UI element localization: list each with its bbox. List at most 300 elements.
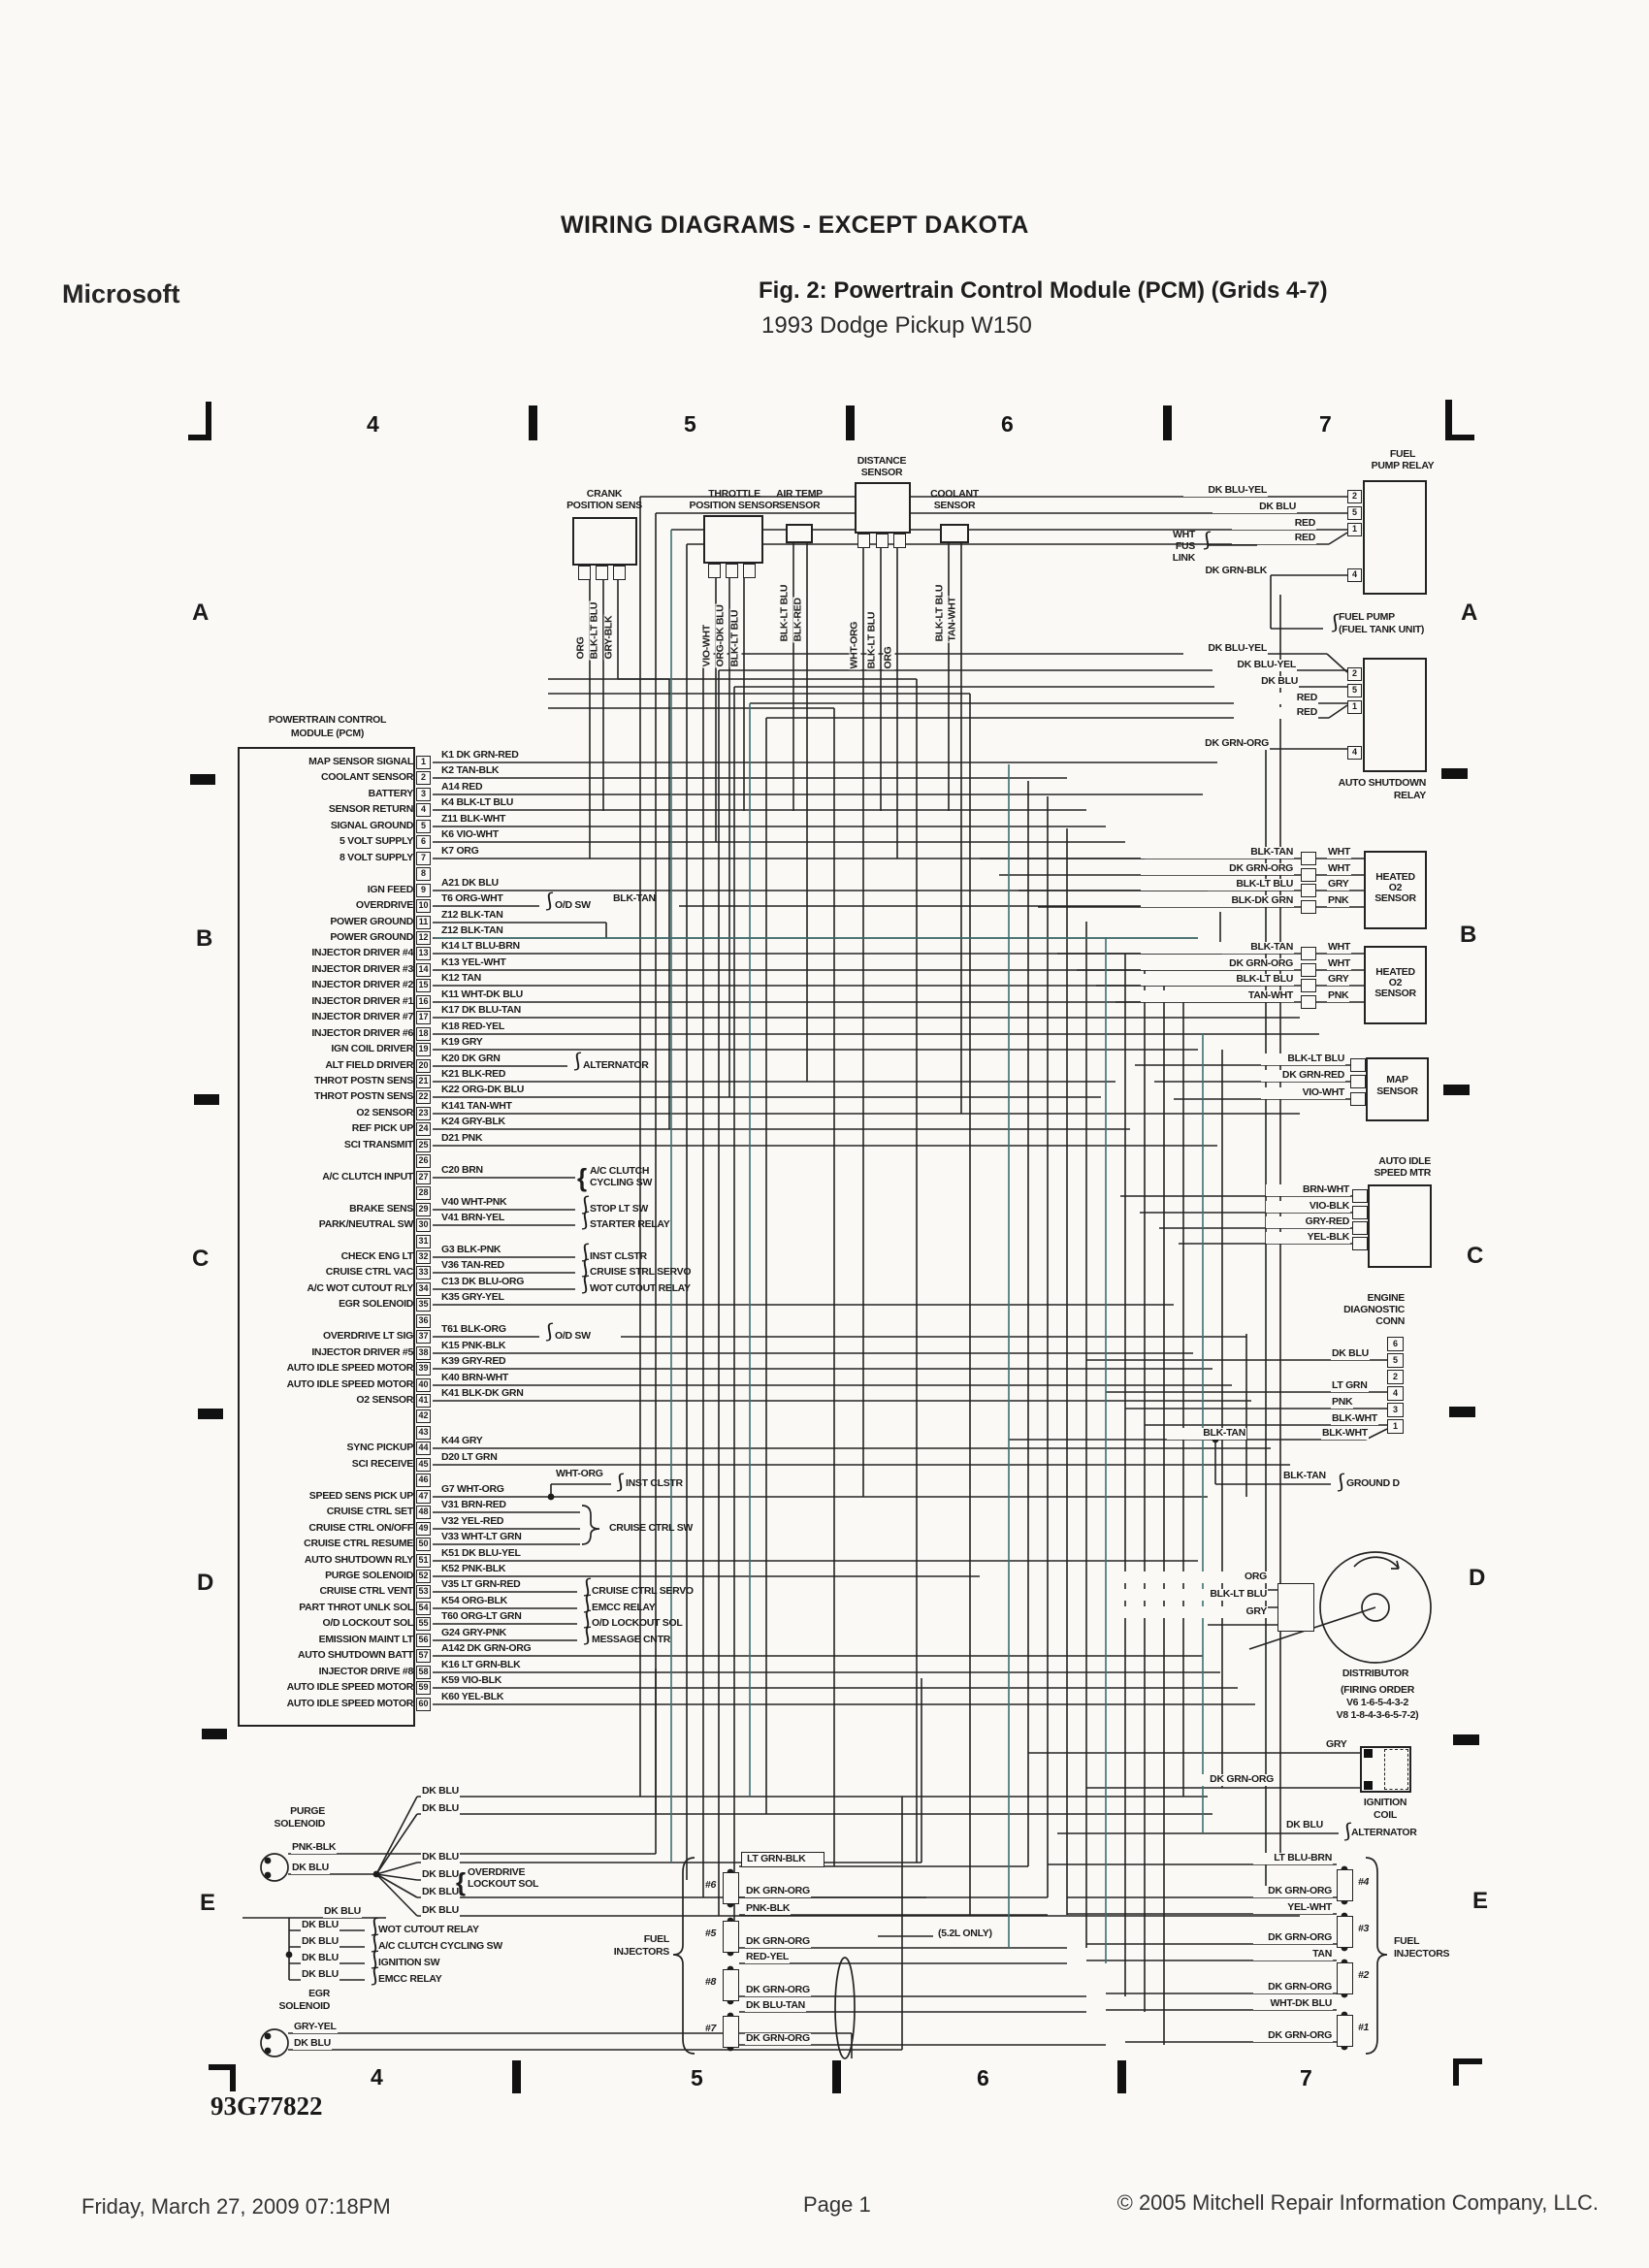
pcm-wire-code: K2 TAN-BLK (441, 764, 500, 776)
heated-o2-wire-left: DK GRN-ORG (1141, 958, 1294, 970)
heated-o2-wire-left: DK GRN-ORG (1141, 863, 1294, 875)
pcm-wire-code: K24 GRY-BLK (441, 1116, 505, 1127)
pcm-pin-22: 22 (416, 1090, 431, 1104)
pcm-wire-code: G3 BLK-PNK (441, 1244, 501, 1255)
pcm-target-label: CRUISE CTRL SERVO (592, 1585, 694, 1597)
diagram-id: 93G77822 (210, 2091, 323, 2121)
pcm-pin-33: 33 (416, 1266, 431, 1280)
pcm-pin-name: 8 VOLT SUPPLY (339, 852, 413, 863)
engine-diag-conn-pin: 5 (1387, 1353, 1404, 1368)
dk-blu-wire: DK BLU (422, 1904, 459, 1916)
pcm-pin-34: 34 (416, 1282, 431, 1296)
air-temp-sensor-label: AIR TEMP (776, 488, 823, 500)
pcm-wire-code: V41 BRN-YEL (441, 1212, 504, 1223)
pcm-wire-code: V32 YEL-RED (441, 1515, 504, 1527)
dk-blu-wire: DK BLU (422, 1802, 459, 1814)
fan-hook-icon: ⎰ (367, 1918, 383, 1936)
corner-mark (1445, 435, 1474, 440)
pcm-wire-code: K41 BLK-DK GRN (441, 1387, 524, 1399)
egr-solenoid-title: EGR (308, 1988, 330, 1999)
distance-sensor-wire: BLK-LT BLU (865, 611, 878, 669)
engine-diag-conn-title: CONN (1375, 1315, 1405, 1327)
heated-o2-sensor-title: O2 (1388, 882, 1403, 893)
pcm-pin-14: 14 (416, 963, 431, 977)
figure-title: Fig. 2: Powertrain Control Module (PCM) (Grids 4-7) (759, 277, 1328, 304)
auto-idle-speed-motor-title: AUTO IDLE (1378, 1155, 1431, 1167)
pcm-pin-5: 5 (416, 820, 431, 833)
ignition-coil-wire: DK GRN-ORG (1195, 1774, 1275, 1786)
pcm-wire-code: K40 BRN-WHT (441, 1372, 509, 1383)
injector-wire: LT BLU-BRN (1253, 1853, 1333, 1864)
footer-copyright: © 2005 Mitchell Repair Information Company, LLC. (1116, 2190, 1599, 2215)
corner-mark (1453, 2058, 1482, 2064)
pcm-pin-44: 44 (416, 1442, 431, 1455)
pcm-pin-name: O/D LOCKOUT SOL (322, 1617, 413, 1629)
dk-blu-wire: DK BLU (422, 1886, 459, 1897)
pcm-wire-code: K22 ORG-DK BLU (441, 1084, 525, 1095)
distributor-firing-order: (FIRING ORDER (1340, 1684, 1414, 1696)
pcm-target-label: A/C CLUTCH (590, 1165, 650, 1177)
pcm-pin-name: OVERDRIVE (355, 899, 413, 911)
distributor-connector (1277, 1583, 1314, 1632)
engine-diag-wire: LT GRN (1332, 1379, 1368, 1391)
fusible-link-label: WHT (1172, 529, 1195, 540)
pcm-wire-code: K15 PNK-BLK (441, 1340, 506, 1351)
margin-dash (202, 1729, 227, 1739)
corner-mark (230, 2064, 236, 2091)
fuel-pump-relay-wire: RED (1232, 518, 1316, 530)
engine-diag-wire-blk-tan: BLK-TAN (1167, 1428, 1246, 1440)
target-hook-icon: ⎰ (579, 1595, 596, 1613)
injector-wire: DK GRN-ORG (1253, 1932, 1333, 1944)
grid-letter-left: D (197, 1570, 214, 1596)
footer-date: Friday, March 27, 2009 07:18PM (81, 2194, 391, 2219)
grid-number-top: 5 (684, 411, 696, 437)
fuel-pump-relay-wire: DK GRN-BLK (1183, 566, 1268, 577)
pcm-pin-9: 9 (416, 884, 431, 897)
pcm-pin-40: 40 (416, 1378, 431, 1392)
pcm-pin-30: 30 (416, 1218, 431, 1232)
pcm-wire-code: C13 DK BLU-ORG (441, 1276, 525, 1287)
pcm-wire-code: Z12 BLK-TAN (441, 909, 503, 921)
crank-position-sensor-label: POSITION SENS (566, 500, 642, 511)
pcm-wire-code: K18 RED-YEL (441, 1021, 504, 1032)
pcm-pin-46: 46 (416, 1474, 431, 1487)
purge-solenoid-title: PURGE (290, 1805, 325, 1817)
fan-hook-icon: ⎰ (367, 1951, 383, 1969)
fuel-pump-relay-box (1363, 480, 1427, 595)
fuel-pump-relay-pin: 5 (1347, 506, 1362, 520)
ignition-coil-title: COIL (1374, 1809, 1397, 1821)
heated-o2-wire-right: GRY (1328, 973, 1349, 985)
fuel-injector-box (1337, 1916, 1353, 1948)
pcm-pin-name: INJECTOR DRIVER #6 (311, 1027, 413, 1039)
fusible-link-label: FUS (1175, 540, 1195, 552)
auto-idle-connector (1352, 1206, 1368, 1219)
throttle-position-sensor-terminal (726, 564, 738, 578)
distributor-title: DISTRIBUTOR (1342, 1668, 1409, 1679)
pcm-target-label: ALTERNATOR (583, 1059, 649, 1071)
fuel-injector-box (1337, 2015, 1353, 2047)
heated-o2-sensor-title: SENSOR (1374, 988, 1416, 999)
target-hook-icon: ⎰ (577, 1244, 594, 1262)
map-sensor-wire: BLK-LT BLU (1261, 1053, 1345, 1065)
pcm-branch-wire: WHT-ORG (556, 1468, 603, 1479)
heated-o2-wire-left: BLK-LT BLU (1141, 879, 1294, 891)
pcm-pin-17: 17 (416, 1011, 431, 1024)
auto-idle-speed-motor-box (1368, 1184, 1432, 1268)
grid-number-bottom: 4 (371, 2064, 383, 2090)
pcm-wire-code: T60 ORG-LT GRN (441, 1610, 522, 1622)
crank-position-sensor-terminal (578, 566, 591, 580)
distributor-firing-order: V8 1-8-4-3-6-5-7-2) (1336, 1709, 1419, 1721)
cruise-ctrl-sw-label: CRUISE CTRL SW (609, 1522, 694, 1534)
pcm-pin-57: 57 (416, 1649, 431, 1663)
margin-dash (1441, 768, 1468, 779)
grid-number-top: 4 (367, 411, 379, 437)
pcm-wire-code: A14 RED (441, 781, 483, 793)
coolant-sensor-wire: BLK-LT BLU (933, 584, 946, 642)
pcm-target-label: O/D LOCKOUT SOL (592, 1617, 683, 1629)
pcm-target-label: STOP LT SW (590, 1203, 649, 1215)
throttle-position-sensor-box (703, 515, 763, 564)
watermark-microsoft: Microsoft (62, 279, 180, 308)
throttle-position-sensor-label: THROTTLE (708, 488, 760, 500)
pcm-pin-50: 50 (416, 1538, 431, 1551)
fuel-pump-hook-icon: ⎰ (1327, 614, 1343, 632)
pcm-pin-28: 28 (416, 1186, 431, 1200)
air-temp-sensor-box (786, 524, 813, 543)
heated-o2-wire-left: BLK-TAN (1141, 942, 1294, 954)
pcm-pin-43: 43 (416, 1426, 431, 1440)
auto-idle-wire: VIO-BLK (1266, 1201, 1350, 1213)
pcm-pin-name: SIGNAL GROUND (330, 820, 413, 831)
pcm-pin-name: EGR SOLENOID (339, 1298, 413, 1310)
pcm-pin-name: CRUISE CTRL RESUME (304, 1538, 413, 1549)
pcm-pin-name: OVERDRIVE LT SIG (322, 1330, 413, 1342)
alternator-wire: DK BLU (1286, 1819, 1323, 1831)
dk-blu-target-label: EMCC RELAY (378, 1973, 442, 1985)
coolant-sensor-wire: TAN-WHT (946, 597, 958, 642)
grid-letter-right: E (1472, 1888, 1489, 1914)
pcm-target-label: O/D SW (555, 1330, 591, 1342)
pcm-pin-26: 26 (416, 1154, 431, 1168)
heated-o2-connector (1301, 852, 1316, 865)
header-title: WIRING DIAGRAMS - EXCEPT DAKOTA (561, 211, 1029, 239)
target-hook-icon: ⎰ (579, 1627, 596, 1645)
pcm-pin-12: 12 (416, 931, 431, 945)
dk-blu-wire: DK BLU (324, 1905, 361, 1917)
pcm-target-label: O/D SW (555, 899, 591, 911)
pcm-pin-58: 58 (416, 1666, 431, 1679)
heated-o2-wire-left: TAN-WHT (1141, 990, 1294, 1002)
auto-shutdown-relay-wire: DK BLU-YEL (1212, 660, 1297, 671)
pcm-wire-code: K44 GRY (441, 1435, 483, 1446)
fuel-injectors-label-right: INJECTORS (1394, 1948, 1450, 1960)
pcm-pin-37: 37 (416, 1330, 431, 1344)
ignition-coil-title: IGNITION (1363, 1797, 1407, 1808)
ground-d-label: GROUND D (1346, 1477, 1400, 1489)
auto-shutdown-relay-wire: RED (1234, 707, 1318, 719)
pcm-pin-name: MAP SENSOR SIGNAL (308, 756, 413, 767)
pcm-wire-code: K54 ORG-BLK (441, 1595, 507, 1606)
heated-o2-wire-right: WHT (1328, 846, 1351, 858)
injector-wire: DK GRN-ORG (746, 1935, 810, 1947)
grid-letter-left: E (200, 1890, 216, 1916)
pcm-pin-48: 48 (416, 1506, 431, 1519)
distributor-wire: BLK-LT BLU (1116, 1589, 1268, 1601)
heated-o2-wire-right: WHT (1328, 941, 1351, 953)
note-52l-only: (5.2L ONLY) (938, 1928, 992, 1939)
ignition-coil-inner (1384, 1749, 1408, 1790)
figure-subtitle: 1993 Dodge Pickup W150 (761, 312, 1032, 339)
coolant-sensor-label: COOLANT (930, 488, 979, 500)
pcm-pin-56: 56 (416, 1634, 431, 1647)
pcm-wire-code: K14 LT BLU-BRN (441, 940, 520, 952)
auto-shutdown-relay-pin: 2 (1347, 667, 1362, 681)
pcm-pin-36: 36 (416, 1314, 431, 1328)
corner-mark (188, 435, 211, 440)
footer-page: Page 1 (803, 2192, 871, 2217)
injector-wire: WHT-DK BLU (1253, 1998, 1333, 2010)
pcm-wire-code: K21 BLK-RED (441, 1068, 506, 1080)
pcm-target-label: CRUISE STRL SERVO (590, 1266, 692, 1278)
engine-diag-conn-title: ENGINE (1367, 1292, 1405, 1304)
grid-tick (1163, 405, 1172, 440)
engine-diag-wire: BLK-WHT (1322, 1427, 1368, 1439)
target-hook-icon: ⎰ (569, 1053, 586, 1071)
heated-o2-wire-left: BLK-TAN (1141, 847, 1294, 859)
heated-o2-sensor-title: HEATED (1375, 966, 1415, 978)
pcm-pin-name: A/C CLUTCH INPUT (322, 1171, 413, 1183)
target-hook-icon: ⎰ (577, 1259, 594, 1278)
injector-wire: TAN (1253, 1949, 1333, 1960)
injector-wire: DK GRN-ORG (746, 1984, 810, 1995)
pcm-pin-29: 29 (416, 1203, 431, 1216)
pcm-pin-32: 32 (416, 1250, 431, 1264)
pcm-wire-code: K12 TAN (441, 972, 481, 984)
target-hook-icon: ⎰ (612, 1474, 629, 1492)
auto-shutdown-relay-title: RELAY (1393, 790, 1426, 801)
pcm-pin-name: INJECTOR DRIVER #5 (311, 1346, 413, 1358)
pcm-wire-code: K19 GRY (441, 1036, 483, 1048)
pcm-pin-60: 60 (416, 1698, 431, 1711)
fuel-injector-box (723, 1969, 739, 2001)
throttle-position-sensor-label: POSITION SENSOR (689, 500, 780, 511)
fuel-pump-relay-wire: RED (1232, 533, 1316, 544)
engine-diag-conn-title: DIAGNOSTIC (1343, 1304, 1405, 1315)
map-sensor-connector (1350, 1075, 1366, 1088)
pcm-pin-7: 7 (416, 852, 431, 865)
pcm-wire-code: K52 PNK-BLK (441, 1563, 506, 1574)
pcm-pin-45: 45 (416, 1458, 431, 1472)
pcm-wire-code: K11 WHT-DK BLU (441, 988, 523, 1000)
fan-hook-icon: ⎰ (367, 1967, 383, 1986)
pcm-pin-name: THROT POSTN SENS (314, 1090, 413, 1102)
target-hook-icon: ⎰ (541, 892, 558, 911)
distance-sensor-label: DISTANCE (857, 455, 907, 467)
pcm-wire-code: A142 DK GRN-ORG (441, 1642, 532, 1654)
dk-blu-wire: DK BLU (302, 1919, 339, 1930)
pcm-pin-name: SCI RECEIVE (351, 1458, 413, 1470)
air-temp-sensor-wire: BLK-RED (792, 598, 804, 642)
target-hook-icon: { (577, 1163, 588, 1192)
dk-blu-target-label: IGNITION SW (378, 1957, 440, 1968)
pcm-pin-name: THROT POSTN SENS (314, 1075, 413, 1086)
pcm-pin-47: 47 (416, 1490, 431, 1504)
injector-wire: DK GRN-ORG (1253, 2030, 1333, 2042)
alternator-hook-icon: ⎰ (1340, 1823, 1356, 1841)
coolant-sensor-box (940, 524, 969, 543)
pcm-target-label: EMCC RELAY (592, 1602, 656, 1613)
pcm-pin-55: 55 (416, 1617, 431, 1631)
ground-d-wire: BLK-TAN (1283, 1470, 1326, 1481)
map-sensor-connector (1350, 1092, 1366, 1106)
heated-o2-connector (1301, 884, 1316, 897)
pcm-target-label: INST CLSTR (590, 1250, 647, 1262)
dk-blu-wire: DK BLU (422, 1868, 459, 1880)
crank-position-sensor-wire: BLK-LT BLU (588, 601, 600, 660)
fuel-pump-label: (FUEL TANK UNIT) (1339, 624, 1425, 635)
target-hook-icon: ⎰ (579, 1578, 596, 1597)
pcm-pin-name: PART THROT UNLK SOL (299, 1602, 413, 1613)
pcm-pin-21: 21 (416, 1075, 431, 1088)
heated-o2-wire-right: WHT (1328, 862, 1351, 874)
grid-letter-right: D (1469, 1565, 1486, 1591)
pcm-wire-code: A21 DK BLU (441, 877, 499, 889)
pcm-pin-25: 25 (416, 1139, 431, 1152)
auto-idle-speed-motor-title: SPEED MTR (1374, 1167, 1431, 1179)
egr-solenoid-title: SOLENOID (278, 2000, 330, 2012)
fuel-pump-relay-wire: DK BLU (1212, 502, 1297, 513)
pcm-wire-code: K13 YEL-WHT (441, 956, 506, 968)
pcm-pin-name: CRUISE CTRL VENT (319, 1585, 413, 1597)
fuel-injector-box (723, 1872, 739, 1904)
pcm-pin-6: 6 (416, 835, 431, 849)
overdrive-lockout-sol-label: OVERDRIVE (468, 1866, 526, 1878)
pcm-pin-name: PARK/NEUTRAL SW (318, 1218, 413, 1230)
throttle-position-sensor-wire: ORG-DK BLU (714, 604, 727, 667)
pcm-wire-code: K16 LT GRN-BLK (441, 1659, 521, 1670)
pcm-pin-name: POWER GROUND (330, 916, 413, 927)
dk-blu-wire: DK BLU (302, 1952, 339, 1963)
auto-shutdown-relay-pin: 4 (1347, 746, 1362, 760)
grid-number-bottom: 7 (1300, 2065, 1312, 2090)
target-hook-icon: ⎰ (541, 1323, 558, 1342)
pcm-pin-name: CRUISE CTRL VAC (325, 1266, 413, 1278)
pcm-pin-24: 24 (416, 1122, 431, 1136)
fuel-injector-box (1337, 1869, 1353, 1901)
heated-o2-wire-left: BLK-LT BLU (1141, 974, 1294, 986)
pcm-wire-code: D21 PNK (441, 1132, 483, 1144)
pcm-pin-39: 39 (416, 1362, 431, 1376)
pcm-pin-38: 38 (416, 1346, 431, 1360)
pcm-pin-name: POWER GROUND (330, 931, 413, 943)
throttle-position-sensor-terminal (743, 564, 756, 578)
fuel-injector-box (723, 1921, 739, 1953)
pcm-wire-code: K39 GRY-RED (441, 1355, 506, 1367)
pcm-pin-name: CRUISE CTRL SET (326, 1506, 413, 1517)
auto-idle-wire: BRN-WHT (1266, 1184, 1350, 1196)
pcm-pin-name: CHECK ENG LT (340, 1250, 413, 1262)
auto-shutdown-relay-pin: 1 (1347, 700, 1362, 714)
pcm-pin-name: INJECTOR DRIVER #3 (311, 963, 413, 975)
grid-tick (846, 405, 855, 440)
air-temp-sensor-label: SENSOR (778, 500, 821, 511)
fuel-pump-relay-title: PUMP RELAY (1371, 460, 1435, 471)
target-hook-icon: ⎰ (577, 1276, 594, 1294)
pcm-pin-31: 31 (416, 1235, 431, 1248)
distance-sensor-terminal (893, 534, 906, 548)
heated-o2-connector (1301, 963, 1316, 977)
pcm-wire-code: K4 BLK-LT BLU (441, 796, 514, 808)
pcm-pin-name: IGN FEED (367, 884, 413, 895)
pcm-wire-code: K17 DK BLU-TAN (441, 1004, 521, 1016)
fuel-pump-relay-wire: DK BLU-YEL (1183, 485, 1268, 497)
heated-o2-sensor-title: SENSOR (1374, 892, 1416, 904)
pcm-pin-53: 53 (416, 1585, 431, 1599)
heated-o2-sensor-title: O2 (1388, 977, 1403, 988)
coolant-sensor-label: SENSOR (933, 500, 976, 511)
heated-o2-wire-right: WHT (1328, 957, 1351, 969)
grid-tick (529, 405, 537, 440)
crank-position-sensor-wire: ORG (574, 636, 587, 660)
throttle-position-sensor-wire: VIO-WHT (700, 625, 713, 667)
pcm-pin-name: BATTERY (368, 788, 413, 799)
grid-number-bottom: 6 (977, 2065, 989, 2090)
pcm-pin-49: 49 (416, 1522, 431, 1536)
auto-shutdown-relay-pin: 5 (1347, 684, 1362, 697)
pcm-wire-code: D20 LT GRN (441, 1451, 498, 1463)
pcm-branch-target: INST CLSTR (626, 1477, 683, 1489)
pcm-pin-35: 35 (416, 1298, 431, 1312)
pcm-wire-code: K51 DK BLU-YEL (441, 1547, 521, 1559)
pcm-pin-name: INJECTOR DRIVER #4 (311, 947, 413, 958)
auto-idle-connector (1352, 1237, 1368, 1250)
grid-letter-right: B (1460, 922, 1477, 948)
pcm-wire-cont-label: BLK-TAN (613, 892, 656, 904)
fuel-injector-box (1337, 1962, 1353, 1994)
distributor-wire: GRY (1116, 1606, 1268, 1618)
auto-idle-wire: GRY-RED (1266, 1216, 1350, 1228)
heated-o2-connector (1301, 979, 1316, 992)
auto-idle-connector (1352, 1221, 1368, 1235)
auto-shutdown-relay-wire: DK BLU (1214, 676, 1299, 688)
injector-id: #6 (704, 1879, 716, 1891)
pcm-pin-name: INJECTOR DRIVER #1 (311, 995, 413, 1007)
egr-solenoid-wire: GRY-YEL (294, 2021, 337, 2032)
auto-shutdown-relay-wire: DK BLU-YEL (1183, 643, 1268, 655)
pcm-pin-16: 16 (416, 995, 431, 1009)
pcm-pin-name: AUTO IDLE SPEED MOTOR (286, 1378, 413, 1390)
ground-hook-icon: ⎰ (1333, 1474, 1349, 1492)
crank-position-sensor-label: CRANK (586, 488, 623, 500)
purge-solenoid-title: SOLENOID (274, 1818, 325, 1830)
margin-dash (1449, 1407, 1475, 1417)
pcm-pin-name: AUTO IDLE SPEED MOTOR (286, 1681, 413, 1693)
grid-tick (832, 2060, 841, 2093)
grid-tick (512, 2060, 521, 2093)
pcm-wire-code: Z11 BLK-WHT (441, 813, 506, 825)
pcm-wire-code: K7 ORG (441, 845, 479, 857)
engine-diag-conn-pin: 6 (1387, 1337, 1404, 1351)
fan-hook-icon: ⎰ (367, 1934, 383, 1953)
map-sensor-wire: DK GRN-RED (1261, 1070, 1345, 1082)
pcm-pin-15: 15 (416, 979, 431, 992)
auto-shutdown-relay-wire: RED (1234, 693, 1318, 704)
crank-position-sensor-terminal (613, 566, 626, 580)
distance-sensor-terminal (876, 534, 889, 548)
